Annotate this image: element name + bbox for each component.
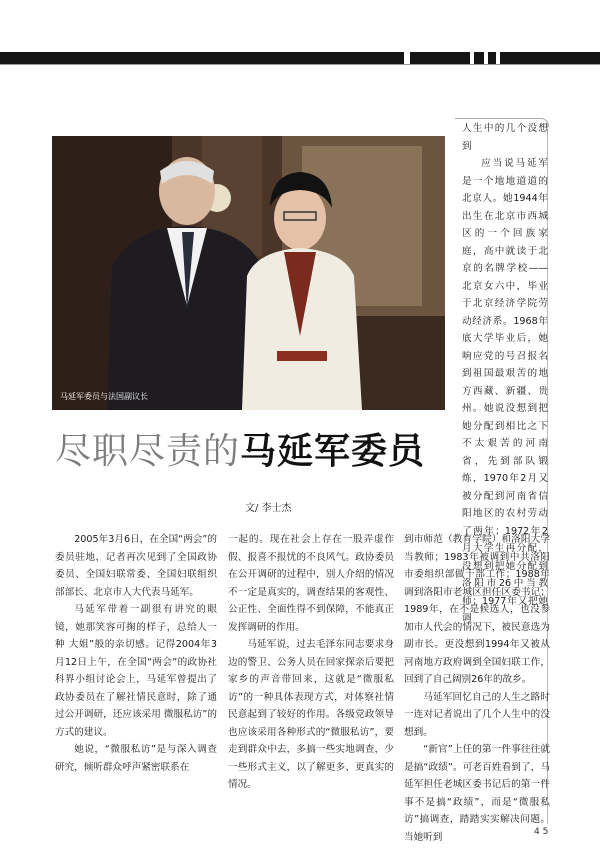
page-number: 4 5 (534, 827, 549, 837)
header-bar-segment (410, 52, 470, 64)
title-strong: 马延军委员 (240, 431, 426, 472)
column-1 (55, 531, 217, 776)
paragraph: 2005年3月6日，在全国“两会”的委员驻地，记者再次见到了全国政协委员、全国妇联常委、全国妇联组织部部长、北京市人大代表马延军。 (55, 534, 217, 598)
header-bar (0, 52, 404, 64)
paragraph: 一起的。现在社会上存在一股弄虚作假、报喜不报忧的不良风气。政协委员在公开调研的过程中，别人介绍的情况不一定是真实的，调查结果的客观性、公正性、全面性得不到保障，不能真正发挥调研的作用。 (228, 534, 394, 633)
paragraph: “新官”上任的第一件事往往就是搞“政绩”。可老百姓看到了，马延军担任老城区委书记后的第一件事不是搞“政绩”，而是“微服私访”搞调查，踏踏实实解决问题。当她听到 (404, 744, 550, 843)
header-bar-segment (474, 52, 484, 64)
paragraph: 马延军说，过去毛泽东同志要求身边的警卫、公务人员在回家探亲后要把家乡的声音带回来，这就是“微服私访”的一种具体表现方式，对体察社情民意起到了较好的作用。各级党政领导也应该采用各种形式的“微服私访”，要走到群众中去，多搞一些实地调查，少一些形式主义，以了解更多、更真实的情况。 (228, 639, 394, 790)
article-photo (52, 136, 445, 410)
header-rule (0, 64, 600, 65)
article-title (55, 423, 425, 474)
column-2 (228, 531, 394, 794)
photo-illustration (52, 136, 445, 410)
header-bar-segment (488, 52, 496, 64)
photo-caption: 马延军委员与法国副议长 (60, 392, 148, 401)
title-light: 尽职尽责的 (55, 431, 241, 472)
byline: 文/ 李士杰 (245, 503, 292, 514)
paragraph: 应当说马延军是一个地地道道的北京人。她1944年出生在北京市西城区的一个回族家庭，高中就读于北京的名牌学校——北京女六中，毕业于北京经济学院劳动经济系。1968年底大学毕业后，她响应党的号召报名到祖国最艰苦的地方西藏、新疆、贵州。她说没想到把她分配到相比之下不太艰苦的河南省，先到部队锻炼，1970年2月又被分配到河南省信阳地区的农村劳动了两年；1972年2月大学生再分配，没想到把她分配到洛阳市26中当教师；1977年又把她调 (462, 158, 548, 624)
paragraph: 到市师范（教育学院）和洛阳大学当教师；1983年被调到中共洛阳市委组织部做干部工作；1988年调到洛阳市老城区担任区委书记；1989年，在不是候选人，也没参加市人代会的情况下，被民意选为副市长。更没想到1994年又被从河南地方政府调到全国妇联工作，回到了自己阔别26年的故乡。 (404, 534, 550, 685)
header-bar-segment (500, 52, 600, 64)
paragraph: 她说，“微服私访”是与深入调查研究，倾听群众呼声紧密联系在 (55, 744, 217, 773)
paragraph: 马延军回忆自己的人生之路时一连对记者说出了几个人生中的没想到。 (404, 691, 550, 738)
column-3 (404, 531, 550, 846)
section-heading: 人生中的几个没想到 (462, 123, 548, 152)
paragraph: 马延军带着一副很有讲究的眼镜，她那笑容可掬的样子，总给人一种 大姐”般的亲切感。记得2004年3月12日上午，在全国“两会”的政协社科界小组讨论会上，马延军曾提出了政协委员在了解社情民意时，除了通过公开调研，还应该采用 微服私访”的方式的建议。 (55, 604, 217, 738)
